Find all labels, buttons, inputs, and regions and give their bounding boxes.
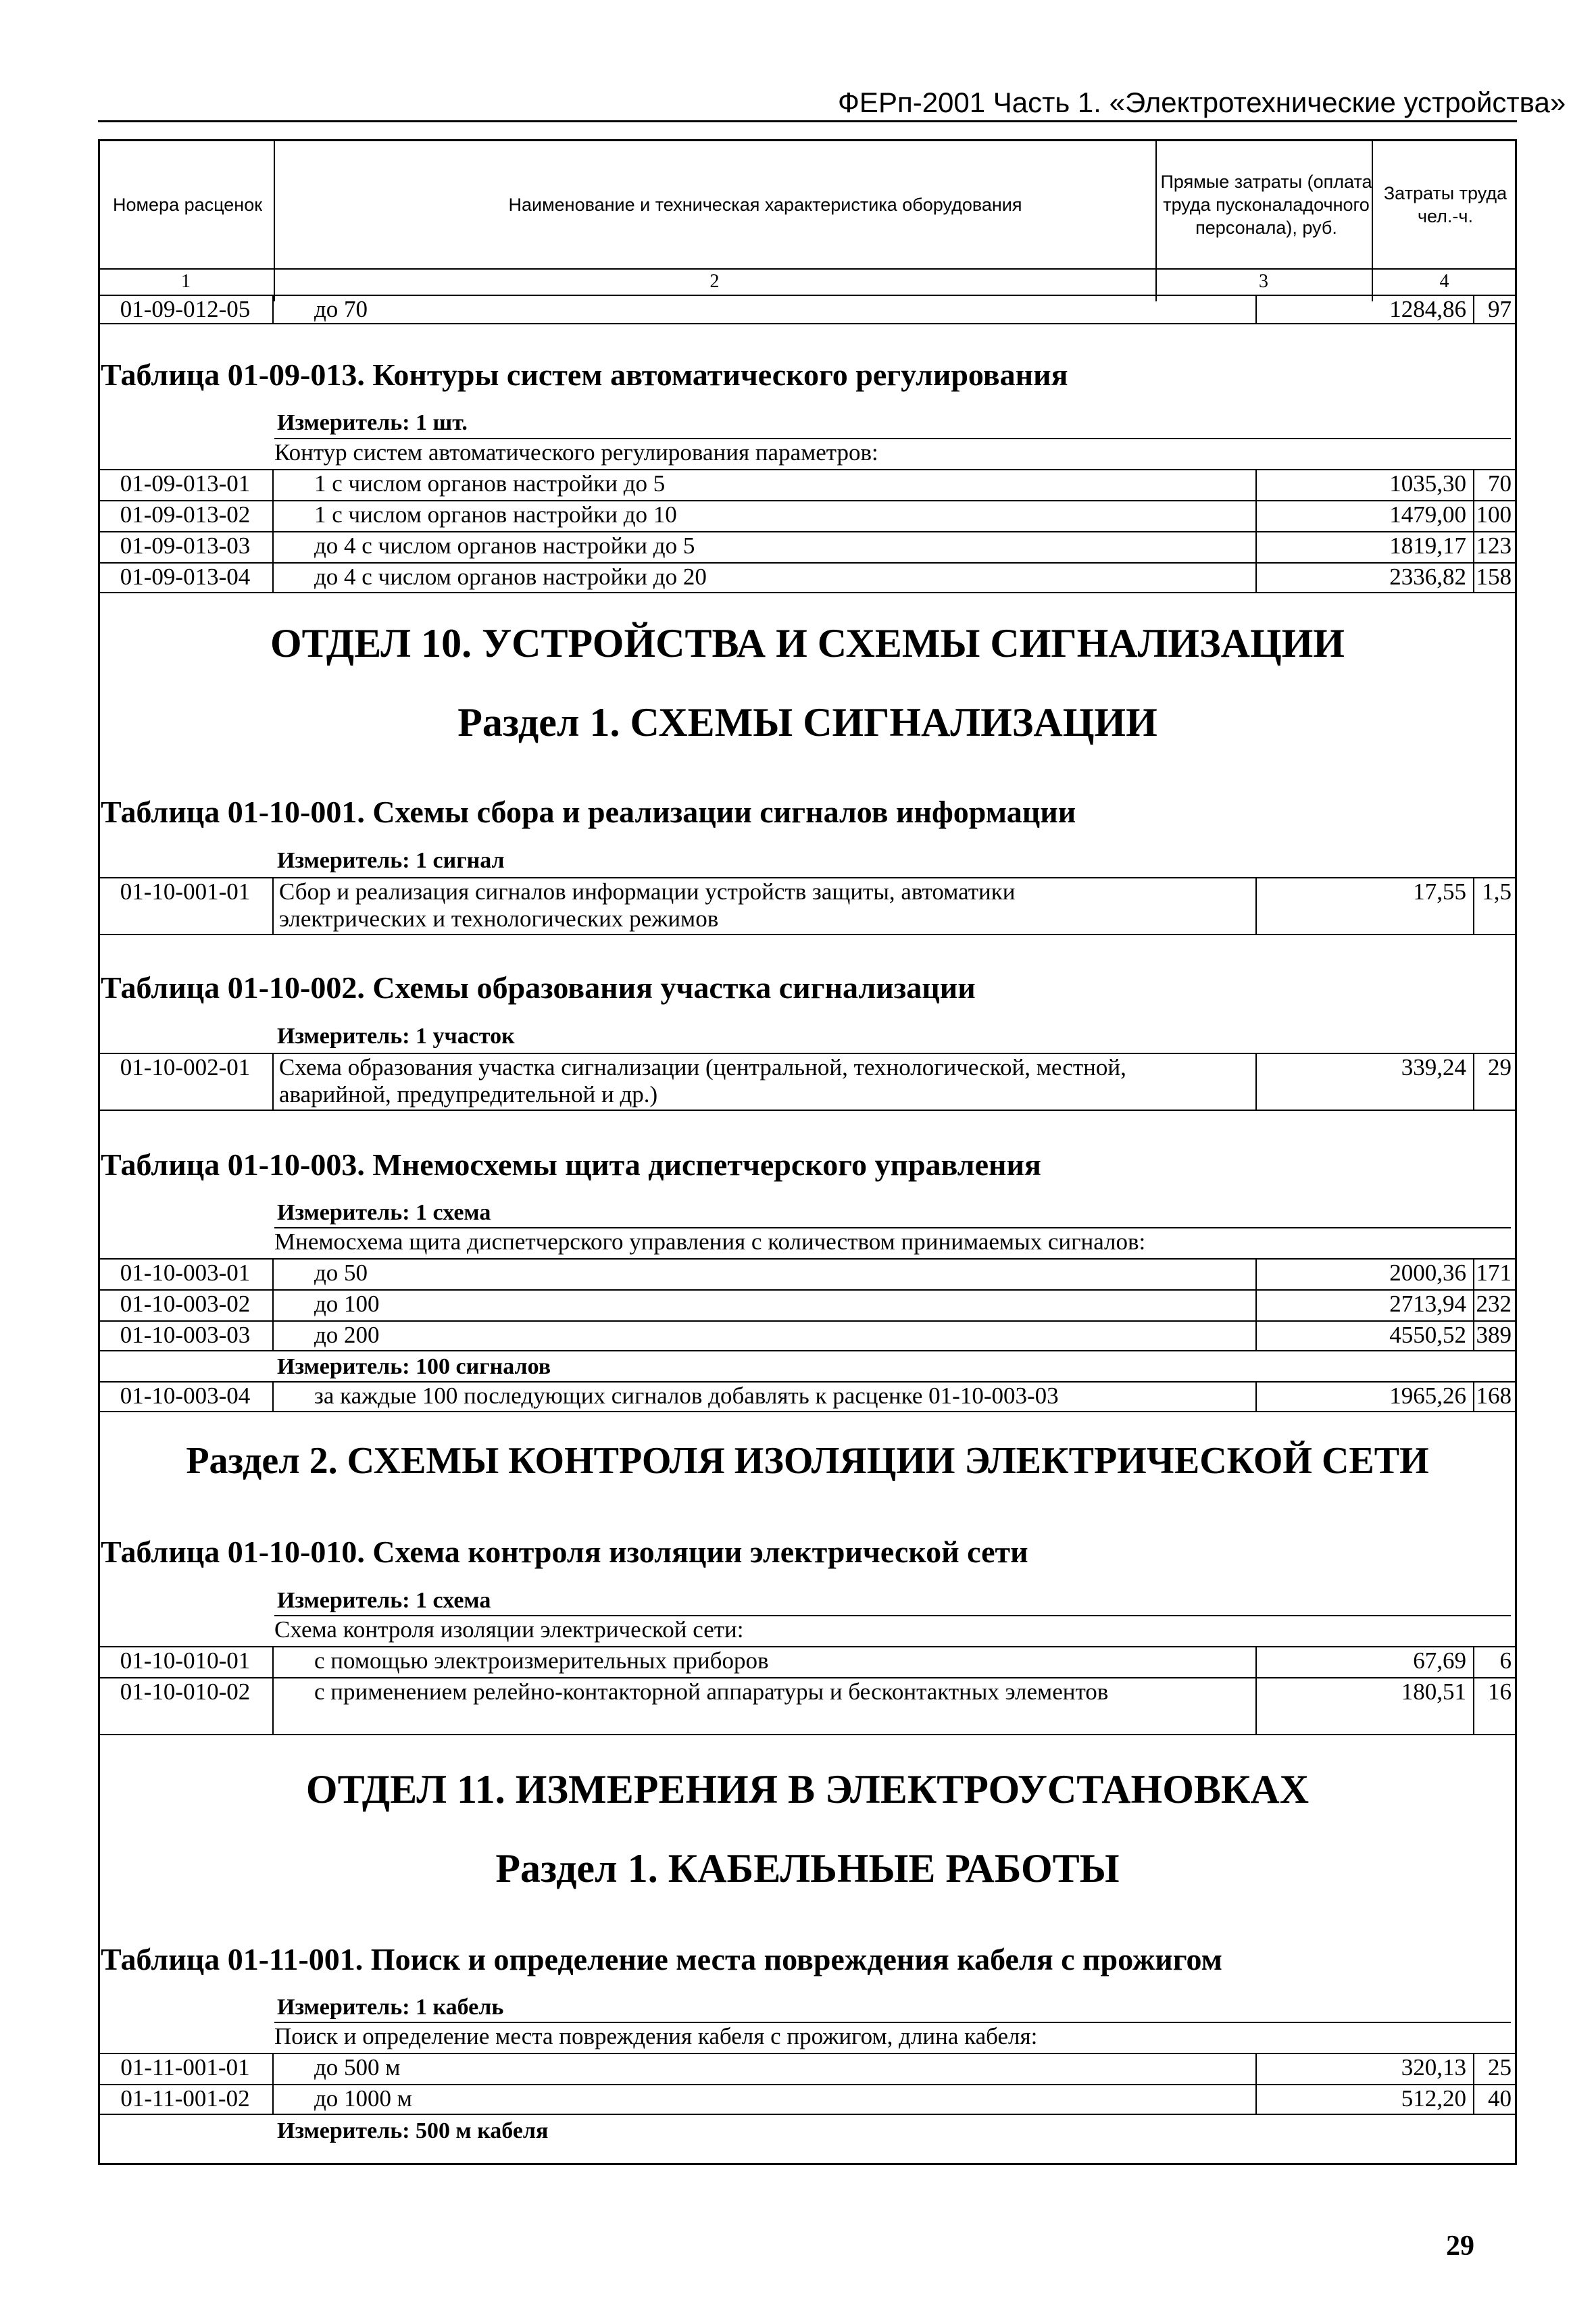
row-cost: 2713,94 <box>1255 1291 1473 1320</box>
table-title: Таблица 01-11-001. Поиск и определение места повреждения кабеля с прожигом <box>101 1942 1222 1976</box>
row-cost: 512,20 <box>1255 2085 1473 2114</box>
row-code: 01-10-003-04 <box>120 1383 251 1409</box>
table-row <box>98 1381 1517 1412</box>
table-row <box>98 500 1517 531</box>
row-cost: 1965,26 <box>1255 1383 1473 1411</box>
table-row <box>98 1053 1517 1111</box>
col-cost-header: Прямые затраты (оплата труда пусконаладочного персонала), руб. <box>1160 171 1372 238</box>
col-labor-header: Затраты труда чел.-ч. <box>1383 182 1507 226</box>
table-row <box>98 295 1517 324</box>
row-labor: 97 <box>1473 296 1517 323</box>
row-cost: 1479,00 <box>1255 501 1473 531</box>
row-code: 01-11-001-02 <box>120 2085 250 2112</box>
table-title: Таблица 01-10-002. Схемы образования участка сигнализации <box>101 970 976 1005</box>
row-labor: 389 <box>1473 1322 1517 1350</box>
row-name: до 1000 м <box>272 2085 1255 2114</box>
measure-label: Измеритель: 1 кабель <box>277 1995 504 2020</box>
row-labor: 100 <box>1473 501 1517 531</box>
table-row <box>98 531 1517 562</box>
header-rule <box>98 120 1517 122</box>
table-row <box>98 2053 1517 2084</box>
row-code: 01-09-013-01 <box>120 470 251 497</box>
row-cost: 67,69 <box>1255 1647 1473 1677</box>
row-cost: 180,51 <box>1255 1678 1473 1734</box>
row-code: 01-10-001-01 <box>120 878 251 905</box>
row-name: до 4 с числом органов настройки до 20 <box>272 564 1255 592</box>
table-title: Таблица 01-10-010. Схема контроля изоляции электрической сети <box>101 1535 1028 1569</box>
row-cost: 2000,36 <box>1255 1260 1473 1289</box>
col-name-header: Наименование и техническая характеристика оборудования <box>508 194 1022 215</box>
row-labor: 168 <box>1473 1383 1517 1411</box>
row-cost: 4550,52 <box>1255 1322 1473 1350</box>
row-labor: 158 <box>1473 564 1517 592</box>
row-labor: 16 <box>1473 1678 1517 1734</box>
page-number: 29 <box>1446 2231 1474 2262</box>
row-name: до 50 <box>272 1260 1255 1289</box>
row-labor: 70 <box>1473 470 1517 500</box>
row-code: 01-10-003-03 <box>120 1322 251 1348</box>
row-name: до 70 <box>272 296 1255 323</box>
row-cost: 1035,30 <box>1255 470 1473 500</box>
row-labor: 1,5 <box>1473 878 1517 934</box>
row-code: 01-10-003-02 <box>120 1291 251 1317</box>
row-name: Сбор и реализация сигналов информации устройств защиты, автоматики электрических и технологических режимов <box>272 878 1144 934</box>
row-cost: 320,13 <box>1255 2054 1473 2084</box>
table-row <box>98 1646 1517 1677</box>
measure-label: Измеритель: 1 сигнал <box>277 848 505 873</box>
col-number-4: 4 <box>1439 271 1449 292</box>
row-code: 01-10-002-01 <box>120 1054 251 1080</box>
table-note: Схема контроля изоляции электрической сети: <box>274 1615 1511 1643</box>
row-code: 01-10-003-01 <box>120 1260 251 1286</box>
row-labor: 123 <box>1473 532 1517 562</box>
row-code: 01-10-010-02 <box>120 1678 251 1705</box>
row-code: 01-09-013-03 <box>120 532 251 559</box>
running-header: ФЕРп-2001 Часть 1. «Электротехнические устройства» <box>838 86 1566 118</box>
row-code: 01-09-012-05 <box>120 296 251 322</box>
measure-label: Измеритель: 1 схема <box>277 1588 491 1613</box>
row-labor: 25 <box>1473 2054 1517 2084</box>
table-title: Таблица 01-09-013. Контуры систем автоматического регулирования <box>101 357 1068 392</box>
row-cost: 17,55 <box>1255 878 1473 934</box>
col-code-header: Номера расценок <box>112 194 263 215</box>
col-number-3: 3 <box>1259 271 1268 292</box>
row-name: 1 с числом органов настройки до 10 <box>272 501 1255 531</box>
table-row <box>98 1289 1517 1320</box>
row-labor: 29 <box>1473 1054 1517 1110</box>
row-code: 01-10-010-01 <box>120 1647 251 1674</box>
row-name: за каждые 100 последующих сигналов добавлять к расценке 01-10-003-03 <box>272 1383 1255 1411</box>
row-labor: 232 <box>1473 1291 1517 1320</box>
table-note: Поиск и определение места повреждения кабеля с прожигом, длина кабеля: <box>274 2022 1511 2050</box>
measure-label: Измеритель: 100 сигналов <box>277 1354 551 1379</box>
measure-label: Измеритель: 1 схема <box>277 1200 491 1225</box>
measure-label: Измеритель: 500 м кабеля <box>277 2118 549 2143</box>
row-cost: 1819,17 <box>1255 532 1473 562</box>
measure-label: Измеритель: 1 шт. <box>277 410 468 435</box>
section-heading: ОТДЕЛ 10. УСТРОЙСТВА И СХЕМЫ СИГНАЛИЗАЦИИ <box>270 621 1345 666</box>
table-row <box>98 469 1517 500</box>
section-heading: Раздел 1. КАБЕЛЬНЫЕ РАБОТЫ <box>495 1846 1120 1891</box>
table-row <box>98 877 1517 935</box>
row-cost: 2336,82 <box>1255 564 1473 592</box>
row-name: до 100 <box>272 1291 1255 1320</box>
section-heading: Раздел 1. СХЕМЫ СИГНАЛИЗАЦИИ <box>457 700 1157 745</box>
row-code: 01-09-013-02 <box>120 501 251 528</box>
table-row <box>98 562 1517 593</box>
row-name: до 4 с числом органов настройки до 5 <box>272 532 1255 562</box>
row-labor: 6 <box>1473 1647 1517 1677</box>
row-code: 01-09-013-04 <box>120 564 251 590</box>
row-code: 01-11-001-01 <box>120 2054 250 2081</box>
table-note: Мнемосхема щита диспетчерского управления с количеством принимаемых сигналов: <box>274 1227 1511 1255</box>
col-number-1: 1 <box>181 271 191 292</box>
measure-label: Измеритель: 1 участок <box>277 1024 515 1049</box>
table-row <box>98 1258 1517 1289</box>
table-note: Контур систем автоматического регулирования параметров: <box>274 438 1511 466</box>
row-name: с помощью электроизмерительных приборов <box>272 1647 1255 1677</box>
section-heading: Раздел 2. СХЕМЫ КОНТРОЛЯ ИЗОЛЯЦИИ ЭЛЕКТРИЧЕСКОЙ СЕТИ <box>186 1440 1429 1482</box>
row-name: до 200 <box>272 1322 1255 1350</box>
row-cost: 1284,86 <box>1255 296 1473 323</box>
row-labor: 40 <box>1473 2085 1517 2114</box>
row-name: Схема образования участка сигнализации (центральной, технологической, местной, аварийной, предупредительной и др.) <box>272 1054 1144 1110</box>
table-row <box>98 1677 1517 1735</box>
section-heading: ОТДЕЛ 11. ИЗМЕРЕНИЯ В ЭЛЕКТРОУСТАНОВКАХ <box>305 1767 1310 1812</box>
row-name: до 500 м <box>272 2054 1255 2084</box>
row-cost: 339,24 <box>1255 1054 1473 1110</box>
row-labor: 171 <box>1473 1260 1517 1289</box>
table-row <box>98 1320 1517 1351</box>
row-name: 1 с числом органов настройки до 5 <box>272 470 1255 500</box>
table-title: Таблица 01-10-003. Мнемосхемы щита диспетчерского управления <box>101 1147 1041 1182</box>
row-name: с применением релейно-контакторной аппаратуры и бесконтактных элементов <box>272 1678 1144 1734</box>
col-number-2: 2 <box>709 271 720 292</box>
table-title: Таблица 01-10-001. Схемы сбора и реализации сигналов информации <box>101 795 1076 829</box>
table-row <box>98 2084 1517 2115</box>
